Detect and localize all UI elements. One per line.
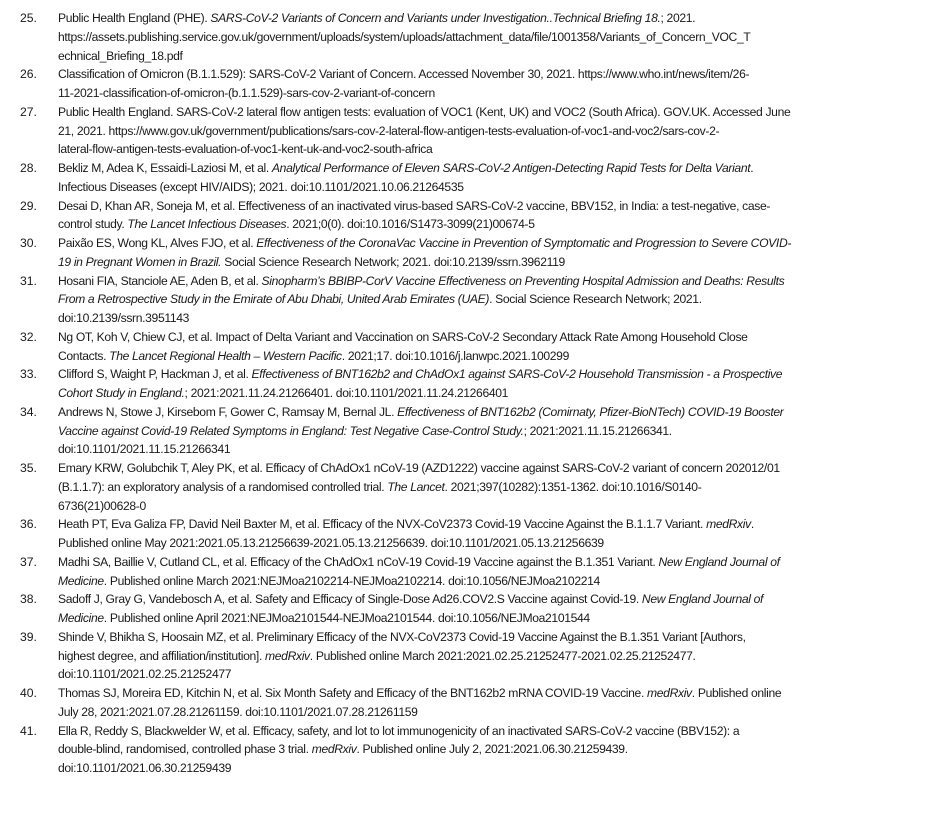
- text-segment: Sadoff J, Gray G, Vandebosch A, et al. Safety and Efficacy of Single-Dose Ad26.COV2.S Vaccine against Covid-19.: [58, 592, 642, 607]
- reference-number: 28.: [20, 161, 37, 175]
- reference-line: [58, 440, 938, 459]
- reference-number: 35.: [20, 461, 37, 475]
- text-segment: Bekliz M, Adea K, Essaidi-Laziosi M, et al.: [58, 161, 272, 175]
- text-segment: Emary KRW, Golubchik T, Aley PK, et al. Efficacy of ChAdOx1 nCoV-19 (AZD1222) vaccine against SARS-CoV-2 variant of concern 202012/01: [58, 461, 780, 475]
- reference-line: [58, 47, 938, 66]
- text-segment: . 2021;17. doi:10.1016/j.lanwpc.2021.100299: [341, 348, 569, 363]
- reference-entry: [0, 234, 945, 272]
- italic-title-segment: medRxiv: [265, 648, 310, 663]
- italic-title-segment: Sinopharm’s BBIBP-CorV Vaccine Effectiveness on Preventing Hospital Admission and Deaths: Results: [261, 273, 785, 288]
- reference-line: [58, 84, 938, 103]
- text-segment: doi:10.2139/ssrn.3951143: [58, 311, 190, 325]
- italic-title-segment: SARS-CoV-2 Variants of Concern and Variants under Investigation..Technical Briefing 18.: [210, 11, 661, 25]
- text-segment: . Published online March 2021:NEJMoa2102214-NEJMoa2102214. doi:10.1056/NEJMoa2102214: [103, 573, 600, 588]
- text-segment: ; 2021:2021.11.24.21266401. doi:10.1101/2021.11.24.21266401: [184, 386, 509, 400]
- reference-line: [58, 197, 938, 216]
- italic-title-segment: Medicine: [58, 611, 104, 625]
- text-segment: double-blind, randomised, controlled phase 3 trial.: [58, 742, 312, 757]
- text-segment: Madhi SA, Baillie V, Cutland CL, et al. Efficacy of the ChAdOx1 nCoV-19 Covid-19 Vaccine against the B.1.351 Variant.: [58, 554, 659, 569]
- reference-line: [58, 647, 938, 666]
- reference-text: [58, 9, 942, 65]
- italic-title-segment: Vaccine against Covid-19 Related Symptoms in England: Test Negative Case-Control Study.: [58, 423, 524, 438]
- text-segment: https://assets.publishing.service.gov.uk/government/uploads/system/uploads/attachment_data/file/1001358/Variants_of_Concern_VOC_T: [58, 29, 751, 44]
- reference-line: [58, 703, 938, 722]
- reference-number: 38.: [20, 592, 37, 607]
- reference-line: [58, 178, 938, 197]
- text-segment: . 2021;397(10282):1351-1362. doi:10.1016/S0140-: [444, 479, 702, 494]
- reference-line: [58, 140, 938, 159]
- text-segment: Shinde V, Bhikha S, Hoosain MZ, et al. Preliminary Efficacy of the NVX-CoV2373 Covid-19 Vaccine Against the B.1.351 Variant [Authors,: [58, 629, 746, 644]
- reference-line: [58, 759, 938, 778]
- italic-title-segment: The Lancet Regional Health – Western Pacific: [109, 348, 342, 363]
- reference-text: [58, 403, 942, 459]
- italic-title-segment: Cohort Study in England.: [58, 386, 185, 400]
- reference-line: [58, 403, 938, 422]
- italic-title-segment: Medicine: [58, 573, 104, 588]
- reference-line: [58, 478, 938, 497]
- italic-title-segment: medRxiv: [311, 742, 357, 757]
- reference-line: [58, 740, 938, 759]
- reference-text: [58, 103, 942, 159]
- reference-line: [58, 515, 938, 534]
- reference-line: [58, 684, 938, 703]
- reference-entry: [0, 553, 945, 591]
- reference-entry: [0, 403, 945, 459]
- text-segment: . Published online March 2021:2021.02.25.21252477-2021.02.25.21252477.: [309, 648, 696, 663]
- text-segment: .: [750, 517, 754, 532]
- reference-text: [58, 553, 942, 591]
- italic-title-segment: Effectiveness of BNT162b2 (Comirnaty, Pfizer-BioNTech) COVID-19 Booster: [397, 404, 784, 419]
- reference-text: [58, 459, 942, 515]
- reference-entry: [0, 515, 945, 553]
- reference-line: [58, 103, 938, 122]
- reference-entry: [0, 9, 945, 65]
- text-segment: Ng OT, Koh V, Chiew CJ, et al. Impact of Delta Variant and Vaccination on SARS-CoV-2 Secondary Attack Rate Among Household Close: [58, 329, 748, 344]
- reference-text: [58, 722, 942, 778]
- text-segment: Heath PT, Eva Galiza FP, David Neil Baxter M, et al. Efficacy of the NVX-CoV2373 Covid-19 Vaccine Against the B.1.1.7 Variant.: [58, 517, 707, 532]
- text-segment: lateral-flow-antigen-tests-evaluation-of-voc1-kent-uk-and-voc2-south-africa: [58, 142, 433, 157]
- reference-entry: [0, 590, 945, 628]
- text-segment: Contacts.: [58, 348, 110, 363]
- text-segment: Thomas SJ, Moreira ED, Kitchin N, et al. Six Month Safety and Efficacy of the BNT162b2 mRNA COVID-19 Vaccine.: [58, 686, 648, 700]
- reference-entry: [0, 722, 945, 778]
- text-segment: Andrews N, Stowe J, Kirsebom F, Gower C, Ramsay M, Bernal JL.: [58, 404, 398, 419]
- text-segment: . Social Science Research Network; 2021.: [489, 292, 702, 307]
- reference-entry: [0, 328, 945, 366]
- reference-text: [58, 328, 942, 366]
- text-segment: . 2021;0(0). doi:10.1016/S1473-3099(21)00674-5: [286, 217, 535, 232]
- text-segment: Hosani FIA, Stanciole AE, Aden B, et al.: [58, 273, 262, 288]
- reference-number: 25.: [20, 11, 37, 25]
- italic-title-segment: 19 in Pregnant Women in Brazil.: [58, 254, 222, 269]
- reference-number: 40.: [20, 686, 37, 700]
- reference-list: [0, 9, 945, 778]
- reference-line: [58, 272, 938, 291]
- reference-line: [58, 328, 938, 347]
- italic-title-segment: From a Retrospective Study in the Emirate of Abu Dhabi, United Arab Emirates (UAE): [58, 292, 490, 307]
- reference-text: [58, 272, 942, 328]
- reference-number: 39.: [20, 629, 37, 644]
- reference-line: [58, 122, 938, 141]
- italic-title-segment: Effectiveness of BNT162b2 and ChAdOx1 against SARS-CoV-2 Household Transmission - a Prospective: [251, 367, 783, 382]
- italic-title-segment: Effectiveness of the CoronaVac Vaccine in Prevention of Symptomatic and Progression to Severe COVID-: [256, 236, 792, 250]
- reference-entry: [0, 459, 945, 515]
- reference-number: 27.: [20, 104, 37, 119]
- reference-number: 30.: [20, 236, 37, 250]
- reference-line: [58, 534, 938, 553]
- text-segment: Social Science Research Network; 2021. doi:10.2139/ssrn.3962119: [221, 254, 565, 269]
- reference-text: [58, 65, 942, 103]
- reference-line: [58, 234, 938, 253]
- reference-line: [58, 65, 938, 84]
- reference-text: [58, 159, 942, 197]
- text-segment: 6736(21)00628-0: [58, 498, 146, 513]
- text-segment: Desai D, Khan AR, Soneja M, et al. Effectiveness of an inactivated virus-based SARS-CoV-2 vaccine, BBV152, in India: a test-negative, case-: [58, 198, 771, 213]
- reference-line: [58, 609, 938, 628]
- reference-line: [58, 497, 938, 516]
- reference-number: 34.: [20, 404, 37, 419]
- reference-text: [58, 590, 942, 628]
- text-segment: Paixão ES, Wong KL, Alves FJO, et al.: [58, 236, 257, 250]
- reference-number: 29.: [20, 198, 37, 213]
- text-segment: . Published online April 2021:NEJMoa2101544-NEJMoa2101544. doi:10.1056/NEJMoa2101544: [103, 611, 590, 625]
- text-segment: . Published online July 2, 2021:2021.06.30.21259439.: [356, 742, 628, 757]
- reference-text: [58, 628, 942, 684]
- reference-line: [58, 553, 938, 572]
- italic-title-segment: The Lancet Infectious Diseases: [127, 217, 287, 232]
- italic-title-segment: Analytical Performance of Eleven SARS-CoV-2 Antigen-Detecting Rapid Tests for Delta Variant: [271, 161, 751, 175]
- text-segment: July 28, 2021:2021.07.28.21261159. doi:10.1101/2021.07.28.21261159: [58, 704, 418, 719]
- reference-line: [58, 384, 938, 403]
- text-segment: Public Health England (PHE).: [58, 11, 211, 25]
- text-segment: 11-2021-classification-of-omicron-(b.1.1.529)-sars-cov-2-variant-of-concern: [58, 86, 435, 100]
- reference-entry: [0, 159, 945, 197]
- italic-title-segment: New England Journal of: [658, 554, 780, 569]
- reference-line: [58, 253, 938, 272]
- reference-number: 32.: [20, 329, 37, 344]
- reference-line: [58, 159, 938, 178]
- text-segment: Classification of Omicron (B.1.1.529): SARS-CoV-2 Variant of Concern. Accessed November 30, 2021. https://www.who.int/news/item/26-: [58, 67, 750, 82]
- reference-entry: [0, 197, 945, 235]
- reference-text: [58, 365, 942, 403]
- reference-line: [58, 628, 938, 647]
- reference-line: [58, 365, 938, 384]
- reference-entry: [0, 684, 945, 722]
- text-segment: 21, 2021. https://www.gov.uk/government/publications/sars-cov-2-lateral-flow-antigen-tests-evaluation-of-voc1-and-voc2/sars-cov-2-: [58, 123, 720, 138]
- reference-line: [58, 572, 938, 591]
- text-segment: .: [750, 161, 754, 175]
- text-segment: . Published online: [691, 686, 782, 700]
- text-segment: highest degree, and affiliation/institution].: [58, 648, 266, 663]
- reference-text: [58, 234, 942, 272]
- reference-text: [58, 197, 942, 235]
- text-segment: ; 2021:2021.11.15.21266341.: [523, 423, 672, 438]
- text-segment: doi:10.1101/2021.11.15.21266341: [58, 442, 231, 457]
- reference-line: [58, 309, 938, 328]
- text-segment: Ella R, Reddy S, Blackwelder W, et al. Efficacy, safety, and lot to lot immunogenicity of an inactivated SARS-CoV-2 vaccine (BBV152): a: [58, 723, 740, 738]
- text-segment: control study.: [58, 217, 128, 232]
- reference-line: [58, 590, 938, 609]
- text-segment: Clifford S, Waight P, Hackman J, et al.: [58, 367, 252, 382]
- reference-line: [58, 9, 938, 28]
- text-segment: echnical_Briefing_18.pdf: [58, 48, 183, 63]
- text-segment: Public Health England. SARS-CoV-2 lateral flow antigen tests: evaluation of VOC1 (Kent, UK) and VOC2 (South Africa). GOV.UK. Accessed June: [58, 104, 791, 119]
- text-segment: (B.1.1.7): an exploratory analysis of a randomised controlled trial.: [58, 479, 388, 494]
- reference-entry: [0, 65, 945, 103]
- reference-entry: [0, 103, 945, 159]
- reference-entry: [0, 272, 945, 328]
- reference-line: [58, 347, 938, 366]
- reference-line: [58, 422, 938, 441]
- reference-line: [58, 28, 938, 47]
- text-segment: Infectious Diseases (except HIV/AIDS); 2021. doi:10.1101/2021.10.06.21264535: [58, 179, 464, 194]
- reference-line: [58, 215, 938, 234]
- reference-number: 33.: [20, 367, 37, 382]
- text-segment: ; 2021.: [660, 11, 696, 25]
- italic-title-segment: The Lancet: [387, 479, 445, 494]
- text-segment: doi:10.1101/2021.02.25.21252477: [58, 667, 232, 682]
- reference-text: [58, 684, 942, 722]
- reference-number: 26.: [20, 67, 37, 82]
- italic-title-segment: New England Journal of: [641, 592, 764, 607]
- reference-entry: [0, 628, 945, 684]
- reference-text: [58, 515, 942, 553]
- reference-number: 37.: [20, 554, 37, 569]
- reference-line: [58, 290, 938, 309]
- italic-title-segment: medRxiv: [647, 686, 692, 700]
- italic-title-segment: medRxiv: [706, 517, 751, 532]
- reference-entry: [0, 365, 945, 403]
- reference-number: 31.: [20, 273, 37, 288]
- reference-line: [58, 665, 938, 684]
- text-segment: Published online May 2021:2021.05.13.21256639-2021.05.13.21256639. doi:10.1101/2021.05.13.21256639: [58, 536, 604, 550]
- reference-line: [58, 459, 938, 478]
- text-segment: doi:10.1101/2021.06.30.21259439: [58, 761, 232, 775]
- reference-number: 41.: [20, 723, 37, 738]
- reference-number: 36.: [20, 517, 37, 532]
- reference-line: [58, 722, 938, 741]
